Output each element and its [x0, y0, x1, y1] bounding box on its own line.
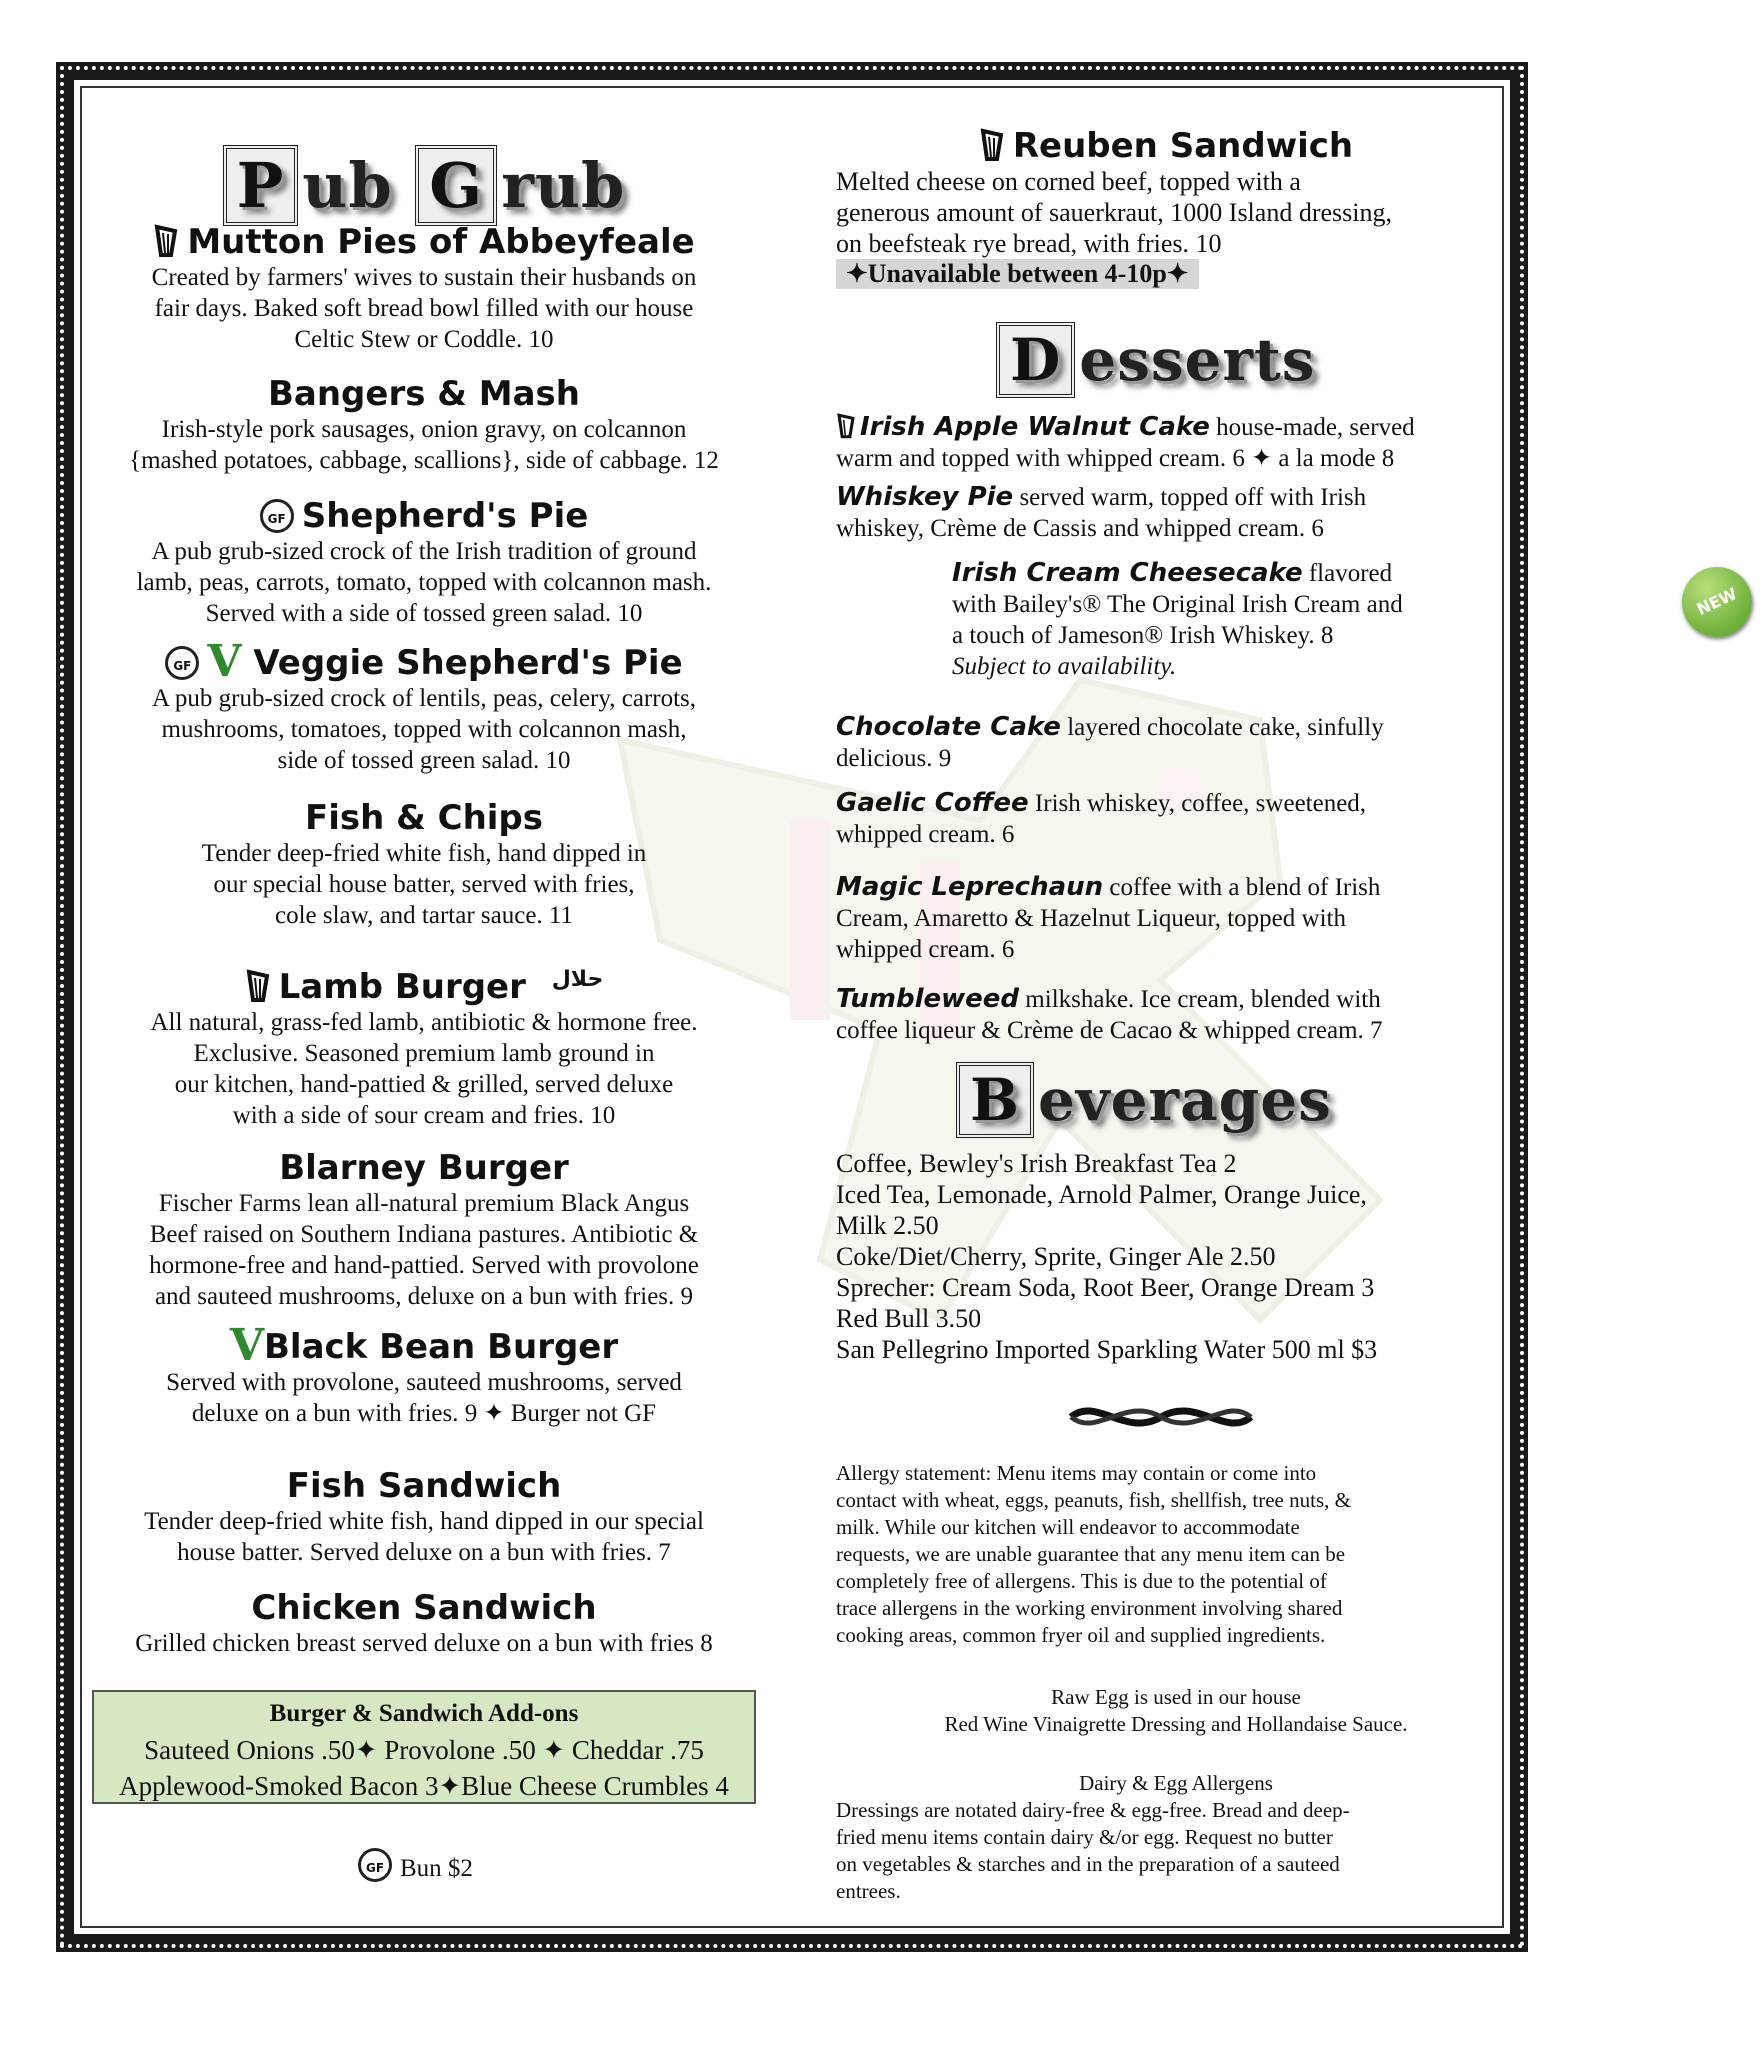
menu-item-fish-chips: Fish & Chips Tender deep-fried white fish, hand dipped in our special house batter, served with fries, cole slaw, and tartar sauce. 11 [201, 798, 647, 929]
menu-item-mutton-pies: Mutton Pies of Abbeyfeale Created by farmers' wives to sustain their husbands on fair days. Baked soft bread bowl filled with our house Celtic Stew or Coddle. 10 [151, 222, 697, 353]
dessert-chocolate-cake: Chocolate Cake layered chocolate cake, sinfully delicious. 9 [836, 712, 1384, 772]
menu-item-veggie-shepherds-pie: GF V Veggie Shepherd's Pie A pub grub-sized crock of lentils, peas, celery, carrots, mushrooms, tomatoes, topped with colcannon mash, side of tossed green salad. 10 [151, 636, 697, 774]
menu-item-blarney-burger: Blarney Burger Fischer Farms lean all-natural premium Black Angus Beef raised on Southern Indiana pastures. Antibiotic & hormone-free and hand-pattied. Served with provolone and sauteed mushrooms, deluxe on a bun with fries. 9 [149, 1148, 699, 1310]
desserts-title: D esserts [996, 322, 1315, 398]
gf-bun-note: GF Bun $2 [358, 1848, 473, 1883]
harp-icon [245, 970, 271, 1002]
pub-grub-title: P ub G rub [94, 145, 754, 226]
harp-icon [979, 129, 1005, 161]
menu-item-black-bean-burger: VBlack Bean Burger Served with provolone, sauteed mushrooms, served deluxe on a bun with fries. 9 ✦ Burger not GF [166, 1320, 682, 1427]
menu-item-reuben: Reuben Sandwich Melted cheese on corned beef, topped with a generous amount of sauerkraut, 1000 Island dressing, on beefsteak rye bread, with fries. 10 ✦Unavailable between 4-10p✦ [836, 126, 1392, 288]
dessert-magic-leprechaun: Magic Leprechaun coffee with a blend of Irish Cream, Amaretto & Hazelnut Liqueur, topped with whipped cream. 6 [836, 872, 1381, 963]
dessert-whiskey-pie: Whiskey Pie served warm, topped off with Irish whiskey, Crème de Cassis and whipped cream. 6 [836, 482, 1367, 542]
gluten-free-icon: GF [358, 1848, 392, 1882]
vegetarian-icon: V [229, 1320, 264, 1371]
dessert-irish-apple-walnut-cake: Irish Apple Walnut Cake house-made, served warm and topped with whipped cream. 6 ✦ a la mode 8 [836, 412, 1415, 472]
dessert-tumbleweed: Tumbleweed milkshake. Ice cream, blended with coffee liqueur & Crème de Cacao & whipped cream. 7 [836, 984, 1383, 1044]
gluten-free-icon: GF [165, 646, 199, 680]
menu-item-lamb-burger: Lamb Burger $^{حلال}$ All natural, grass-fed lamb, antibiotic & hormone free. Exclusive. Seasoned premium lamb ground in our kitchen, hand-pattied & grilled, served deluxe with a side of sour cream and fries. 10 [150, 967, 698, 1129]
beverages-list: Coffee, Bewley's Irish Breakfast Tea 2 Iced Tea, Lemonade, Arnold Palmer, Orange Juice, Milk 2.50 Coke/Diet/Cherry, Sprite, Ginger Ale 2.50 Sprecher: Cream Soda, Root Beer, Orange Dream 3 Red Bull 3.50 San Pellegrino Imported Sparkling Water 500 ml $3 [836, 1149, 1378, 1364]
harp-icon [153, 225, 179, 257]
celtic-knot-ornament [1066, 1394, 1256, 1440]
allergy-statement: Allergy statement: Menu items may contain or come into contact with wheat, eggs, peanuts, fish, shellfish, tree nuts, & milk. While our kitchen will endeavor to accommodate requests, we are unable guarantee that any menu item can be completely free of allergens. This is due to the potential of trace allergens in the working environment involving shared cooking areas, common fryer oil and supplied ingredients. [836, 1461, 1351, 1647]
menu-item-fish-sandwich: Fish Sandwich Tender deep-fried white fish, hand dipped in our special house batter. Served deluxe on a bun with fries. 7 [144, 1466, 704, 1566]
beverages-title: B everages [956, 1062, 1332, 1138]
burger-sandwich-addons: Burger & Sandwich Add-ons Sauteed Onions .50✦ Provolone .50 ✦ Cheddar .75 Applewood-Smoked Bacon 3✦Blue Cheese Crumbles 4 [92, 1690, 756, 1804]
gluten-free-icon: GF [260, 499, 294, 533]
vegetarian-icon: V [207, 636, 242, 687]
menu-item-bangers-mash: Bangers & Mash Irish-style pork sausages, onion gravy, on colcannon {mashed potatoes, cabbage, scallions}, side of cabbage. 12 [129, 374, 719, 474]
menu-item-shepherds-pie: GF Shepherd's Pie A pub grub-sized crock of the Irish tradition of ground lamb, peas, carrots, tomato, topped with colcannon mash. Served with a side of tossed green salad. 10 [136, 496, 712, 627]
dessert-gaelic-coffee: Gaelic Coffee Irish whiskey, coffee, sweetened, whipped cream. 6 [836, 788, 1367, 848]
raw-egg-note: Raw Egg is used in our house Red Wine Vinaigrette Dressing and Hollandaise Sauce. [944, 1685, 1408, 1736]
dairy-egg-allergens: Dairy & Egg Allergens Dressings are notated dairy-free & egg-free. Bread and deep- fried menu items contain dairy &/or egg. Request no butter on vegetables & starches and in the preparation of a sauteed entrees. [836, 1771, 1350, 1903]
dessert-irish-cream-cheesecake: Irish Cream Cheesecake flavored with Bailey's® The Original Irish Cream and a touch of Jameson® Irish Whiskey. 8 Subject to availability. [952, 558, 1403, 680]
menu-item-chicken-sandwich: Chicken Sandwich Grilled chicken breast served deluxe on a bun with fries 8 [135, 1588, 713, 1657]
new-badge: NEW [1682, 567, 1752, 637]
harp-icon [836, 413, 856, 439]
halal-symbol: حلال [551, 967, 604, 992]
unavailable-notice: ✦Unavailable between 4-10p✦ [836, 259, 1199, 289]
